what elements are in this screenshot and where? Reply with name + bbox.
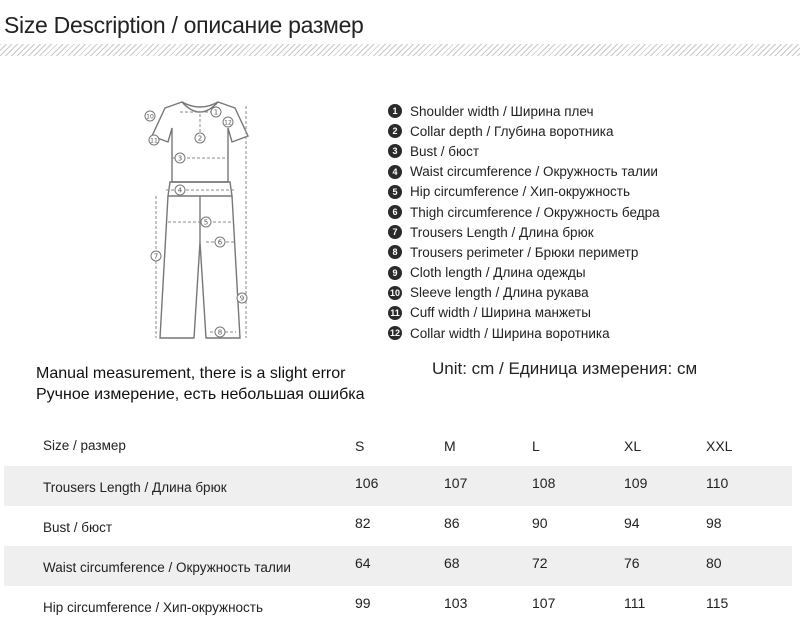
table-cell: 90	[532, 515, 548, 531]
table-cell: 82	[355, 515, 371, 531]
table-cell: 107	[532, 595, 556, 611]
legend-label: Shoulder width / Ширина плеч	[410, 103, 594, 119]
size-column-header: XXL	[706, 438, 733, 454]
table-header-label: Size / размер	[43, 438, 126, 453]
legend-label: Collar depth / Глубина воротника	[410, 123, 614, 139]
table-cell: 99	[355, 595, 371, 611]
table-row	[4, 546, 792, 586]
legend-number-badge: 8	[388, 245, 402, 259]
legend-label: Trousers perimeter / Брюки периметр	[410, 244, 639, 260]
table-cell: 86	[444, 515, 460, 531]
table-cell: 98	[706, 515, 722, 531]
legend-number-badge: 4	[388, 165, 402, 179]
size-column-header: S	[355, 438, 365, 454]
table-cell: 115	[706, 595, 729, 611]
measurement-note	[36, 363, 365, 405]
table-cell: 76	[624, 555, 640, 571]
svg-text:12: 12	[224, 119, 232, 127]
svg-text:2: 2	[197, 134, 203, 143]
row-label: Hip circumference / Хип-окружность	[43, 600, 264, 615]
legend-number-badge: 6	[388, 205, 402, 219]
svg-text:11: 11	[150, 137, 158, 145]
legend-item	[388, 323, 660, 343]
legend-label: Sleeve length / Длина рукава	[410, 285, 589, 301]
legend-item	[388, 242, 660, 262]
svg-text:3: 3	[177, 154, 183, 163]
size-column-header: M	[444, 438, 456, 454]
table-header-row	[4, 426, 792, 466]
svg-text:4: 4	[177, 186, 183, 195]
measurement-legend	[388, 101, 660, 343]
table-cell: 111	[624, 595, 646, 611]
legend-number-badge: 7	[388, 225, 402, 239]
table-row	[4, 586, 792, 626]
legend-item	[388, 303, 660, 323]
unit-label: Unit: cm / Единица измерения: см	[432, 359, 698, 378]
table-cell: 107	[444, 475, 468, 491]
size-table	[4, 426, 792, 626]
legend-item	[388, 283, 660, 303]
legend-item	[388, 182, 660, 202]
table-cell: 68	[444, 555, 460, 571]
legend-label: Cloth length / Длина одежды	[410, 265, 586, 281]
table-cell: 108	[532, 475, 556, 491]
jumpsuit-measurement-diagram	[120, 92, 280, 352]
header-hatched-divider	[0, 44, 800, 56]
title-separator: /	[165, 12, 184, 38]
table-cell: 106	[355, 475, 379, 491]
table-cell: 64	[355, 555, 371, 571]
table-cell: 80	[706, 555, 722, 571]
legend-number-badge: 10	[389, 287, 400, 298]
legend-item	[388, 222, 660, 242]
row-label: Bust / бюст	[43, 520, 113, 535]
legend-label: Waist circumference / Окружность талии	[410, 164, 658, 180]
table-cell: 103	[444, 595, 468, 611]
legend-number-badge: 1	[388, 104, 402, 118]
note-line-en: Manual measurement, there is a slight error	[36, 365, 346, 382]
page-title	[4, 12, 364, 39]
legend-label: Hip circumference / Хип-окружность	[410, 184, 631, 200]
title-en: Size Description	[4, 12, 166, 38]
svg-text:8: 8	[217, 328, 223, 337]
legend-number-badge: 3	[388, 144, 402, 158]
row-label: Waist circumference / Окружность талии	[43, 560, 291, 575]
legend-item	[388, 141, 660, 161]
table-cell: 110	[706, 475, 729, 491]
legend-item	[388, 101, 660, 121]
legend-number-badge: 11	[388, 306, 402, 320]
legend-item	[388, 121, 660, 141]
table-cell: 109	[624, 475, 648, 491]
svg-text:7: 7	[153, 252, 159, 261]
legend-number-badge: 2	[388, 124, 402, 138]
table-cell: 94	[624, 515, 640, 531]
row-label: Trousers Length / Длина брюк	[43, 480, 227, 495]
size-column-header: XL	[624, 438, 642, 454]
title-ru: описание размер	[183, 12, 364, 38]
legend-item	[388, 162, 660, 182]
svg-text:10: 10	[146, 113, 154, 121]
table-row	[4, 506, 792, 546]
table-row	[4, 466, 792, 506]
svg-text:9: 9	[239, 294, 245, 303]
note-line-ru: Ручное измерение, есть небольшая ошибка	[36, 386, 365, 403]
legend-label: Collar width / Ширина воротника	[410, 325, 610, 341]
legend-number-badge: 12	[389, 328, 400, 339]
legend-number-badge: 5	[388, 185, 402, 199]
legend-label: Trousers Length / Длина брюк	[410, 224, 594, 240]
svg-text:6: 6	[217, 238, 223, 247]
svg-text:1: 1	[213, 108, 219, 117]
legend-number-badge: 9	[388, 266, 402, 280]
svg-text:5: 5	[203, 218, 209, 227]
legend-label: Thigh circumference / Окружность бедра	[410, 204, 660, 220]
legend-item	[388, 202, 660, 222]
legend-label: Bust / бюст	[410, 143, 480, 159]
size-column-header: L	[532, 438, 540, 454]
legend-label: Cuff width / Ширина манжеты	[410, 305, 591, 321]
legend-item	[388, 263, 660, 283]
table-cell: 72	[532, 555, 548, 571]
